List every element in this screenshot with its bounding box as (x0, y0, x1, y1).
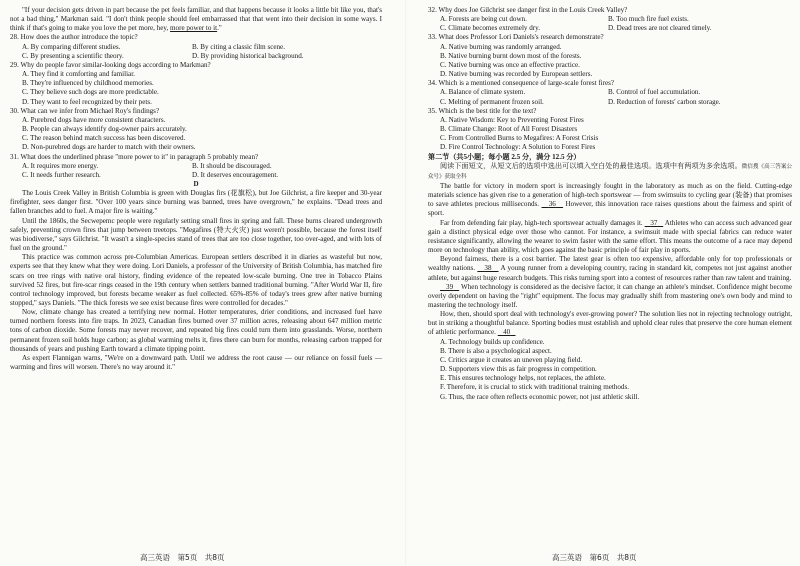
question-30: 30. What can we infer from Michael Roy's findings? (10, 106, 160, 115)
option: B. They're influenced by childhood memories. (22, 79, 154, 88)
passage-paragraph: Beyond fairness, there is a cost barrier. The latest gear is often too expensive, affordable only for top professionals or wealthy nations. 38 A young runner from a developing country, racing in standard kit, competes not just against another athlete, but against huge research budgets. This risks turning sport into a contest of resources rather than raw talent and training. (428, 255, 792, 282)
question-35: 35. Which is the best title for the text? (428, 106, 537, 115)
question-33: 33. What does Professor Lori Daniels's research demonstrate? (428, 33, 604, 42)
underlined-phrase: more power to it (170, 24, 218, 33)
option: C. The reason behind match success has been discovered. (22, 134, 186, 143)
left-page (10, 6, 382, 372)
passage-d-paragraph: As expert Flannigan warns, "We're on a downward path. Until we address the root cause — our reliance on fossil fuels — warming and fires will worsen. There's no way around it." (10, 353, 382, 372)
option: A. They find it comforting and familiar. (22, 70, 135, 79)
section-2-instructions: 阅读下面短文，从短文后的选项中选出可以填入空白处的最佳选项。选项中有两项为多余选项。微信搜《高三答案公众号》获取全科 (428, 161, 792, 180)
option: C. Native burning was once an effective practice. (440, 60, 580, 69)
answer-option: B. There is also a psychological aspect. (440, 346, 552, 355)
question-32: 32. Why does Joe Gilchrist see danger first in the Louis Creek Valley? (428, 6, 628, 14)
section-2-title: 第二节（共5小题；每小题 2.5 分，满分 12.5 分） (428, 152, 581, 161)
passage-paragraph: How, then, should sport deal with technology's ever-growing power? The solution lies not in rejecting technology outright, but in striking a thoughtful balance. Sporting bodies must establish and uphold clear rules that preserve the core human element of athletic performance. 40 (428, 310, 792, 337)
passage-paragraph: Far from defending fair play, high-tech sportswear actually damages it. 37 Athletes who can access such advanced gear gain a distinct physical edge over those who cannot. For instance, a swimsuit made with special fabrics can reduce water resistance significantly, allowing the wearer to swim faster with the same effort. This means the outcome of a race may depend more on technology than ability, which goes against the basic principle of fair play in sports. (428, 218, 792, 255)
option: A. Native burning was randomly arranged. (440, 42, 562, 51)
question-31: 31. What does the underlined phrase "more power to it" in paragraph 5 probably mean? (10, 152, 259, 161)
option: C. They believe such dogs are more predictable. (22, 88, 159, 97)
options-32: A. Forests are being cut down. B. Too much fire fuel exists. C. Climate becomes extremely dry. D. Dead trees are not cleared timely. (440, 15, 712, 33)
answer-option: E. This ensures technology helps, not replaces, the athlete. (440, 374, 606, 383)
question-34: 34. Which is a mentioned consequence of large-scale forest fires? (428, 79, 615, 88)
options-28: A. By comparing different studies. B. By citing a classic film scene. C. By presenting a scientific theory. D. By providing historical background. (22, 42, 304, 60)
passage-d-paragraph: Now, climate change has created a terrifying new normal. Hotter temperatures, drier conditions, and increased fuel have turned northern forests into fire traps. In 2023, Canadian fires burned over 37 million acres, releasing about 647 million metric tons of carbon dioxide. Some forests may never recover, and repeated big fires could turn them into grasslands. Worse, northern permanent frozen soil holds huge carbon; as global warming melts it, fires there can burn for months, releasing carbon trapped for thousands of years and pushing Earth toward a climate tipping point. (10, 308, 382, 353)
answer-option: F. Therefore, it is crucial to stick with traditional training methods. (440, 383, 630, 392)
option: B. People can always identify dog-owner pairs accurately. (22, 125, 187, 134)
option: C. From Controlled Burns to Megafires: A Forest Crisis (440, 134, 599, 143)
blank-39: 39 (446, 282, 454, 291)
option: D. Fire Control Technology: A Solution to Forest Fires (440, 143, 596, 152)
answer-option: G. Thus, the race often reflects economic power, not just athletic skill. (440, 392, 640, 401)
option: B. Climate Change: Root of All Forest Disasters (440, 125, 578, 134)
right-page (428, 6, 792, 402)
option: D. They want to feel recognized by their pets. (22, 97, 152, 106)
answer-option: C. Critics argue it creates an uneven playing field. (440, 355, 583, 364)
answer-option: D. Supporters view this as fair progress in competition. (440, 365, 597, 374)
blank-38: 38 (484, 264, 492, 273)
intro-paragraph: "If your decision gets driven in part because the pet feels familiar, and that happens because it looks a little bit like you, that's not a bad thing," Markman said. "I don't think people should feel embarrassed that that went into their decision in some ways. I think if that's going to make you love the pet more, hey, more power to it." (10, 6, 382, 33)
passage-d-paragraph: Until the 1860s, the Secwepemc people were regularly setting small fires in spring and fall. These burns cleared undergrowth safely, preventing crown fires that jump between treetops. "Megafires (特大火灾) just weren't possible, because the forest itself was biodiverse," says Gilchrist. "It wasn't a single-species stand of trees that are too close together, too over-aged, and with lots of fuel on the ground." (10, 216, 382, 253)
option: D. Native burning was recorded by European settlers. (440, 70, 593, 79)
option: A. Purebred dogs have more consistent characters. (22, 115, 166, 124)
options-31: A. It requires more energy. B. It should be discouraged. C. It needs further research. D. It deserves encouragement. (22, 161, 279, 179)
passage-paragraph: The battle for victory in modern sport is increasingly fought in the laboratory as much as on the field. Cutting-edge materials science has given rise to a generation of high-tech sportswear — from swimsuits to cycling gear (装备) that promises to save athletes precious milliseconds. 36 However, this innovation race raises questions about the fairness and spirit of sport. (428, 181, 793, 218)
option: D. Non-purebred dogs are harder to match with their owners. (22, 143, 196, 152)
question-28: 28. How does the author introduce the topic? (10, 33, 138, 42)
passage-d-paragraph: This practice was common across pre-Columbian Americas. European settlers described it in diaries as wasteful but now, experts see that they knew what they were doing. Lori Daniels, a professor of the University of British Columbia, has matched fire scars on tree rings with native oral history, finding evidence of the repeated low-scale burning. One tree in Tobacco Plains survived 52 fires, but fire-scar rings ceased in the 19th century when settlers banned traditional burning. "After World War II, fire control technology improved, but forests became weaker as fuel collected. 65%-85% of today's trees grew after native burning stopped," says Daniels. "The thick forests we see exist because fires were controlled for decades." (10, 253, 382, 307)
option: B. Native burning burnt down most of the forests. (440, 51, 582, 60)
options-34: A. Balance of climate system. B. Control of fuel accumulation. C. Melting of permanent frozen soil. D. Reduction of forests' carbon storage. (440, 88, 721, 106)
section-heading-d: D (193, 179, 199, 188)
blank-40: 40 (503, 328, 511, 337)
page-footer-left: 高三英语 第5页 共8页 (140, 553, 225, 562)
option: A. Native Wisdom: Key to Preventing Forest Fires (440, 115, 584, 124)
answer-option: A. Technology builds up confidence. (440, 337, 545, 346)
question-29: 29. Why do people favor similar-looking dogs according to Markman? (10, 60, 211, 69)
blank-36: 36 (548, 200, 556, 209)
passage-d-paragraph: The Louis Creek Valley in British Columbia is green with Douglas firs (花旗松), but Joe Gilchrist, a fire keeper and 30-year firefighter, sees danger first. "Over 100 years since burning was banned, trees have overgrown," he explains. "Dead trees and fallen branches add to fuel. A major fire is waiting." (10, 189, 382, 216)
blank-37: 37 (650, 218, 658, 227)
passage-paragraph: 39 When technology is considered as the decisive factor, it can change an athlete's mindset. Confidence might become overly dependent on having the "right" equipment. The focus may gradually shift from mastering one's own body and mind to mastering the technology itself. (428, 282, 792, 309)
page-divider (405, 0, 406, 566)
page-footer-right: 高三英语 第6页 共8页 (552, 553, 637, 562)
watermark-note: 微信搜《高三答案公众号》获取全科 (428, 163, 792, 180)
